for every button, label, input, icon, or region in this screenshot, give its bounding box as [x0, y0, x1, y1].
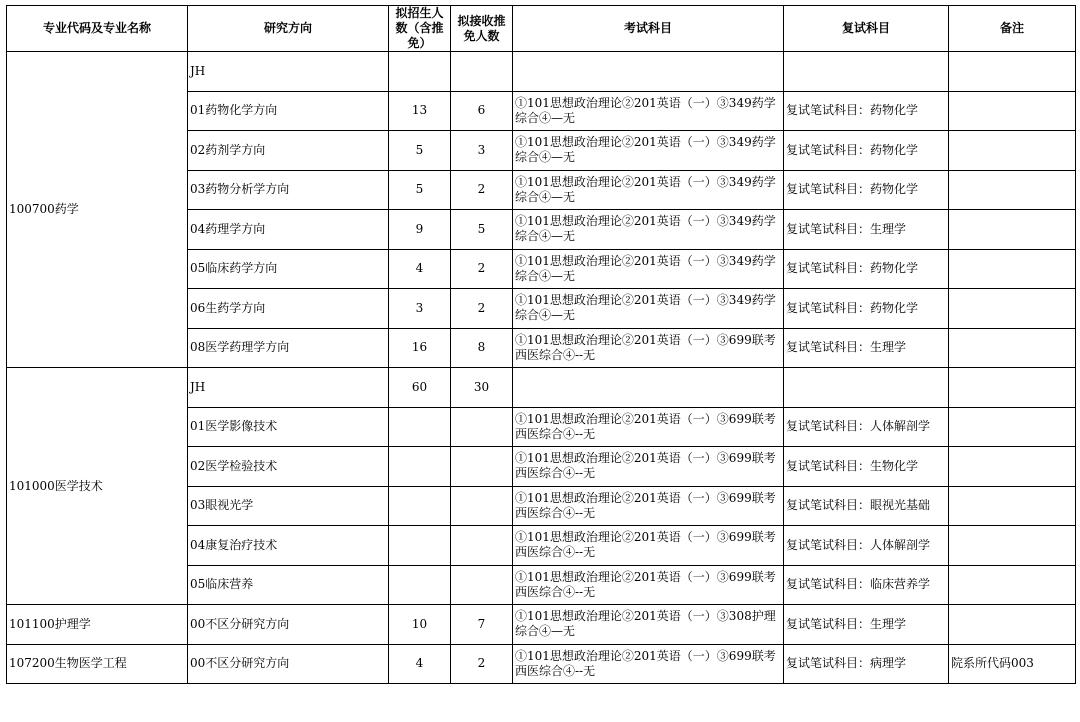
planned-count-cell: 9	[389, 210, 451, 250]
table-row	[7, 52, 1076, 92]
direction-cell: 03眼视光学	[188, 486, 389, 526]
retest-subjects-cell: 复试笔试科目：眼视光基础	[784, 486, 949, 526]
planned-count-cell: 5	[389, 170, 451, 210]
planned-count-cell	[389, 565, 451, 605]
planned-count-cell	[389, 52, 451, 92]
retest-subjects-cell: 复试笔试科目：病理学	[784, 644, 949, 684]
exam-subjects-cell: ①101思想政治理论②201英语（一）③349药学综合④—无	[513, 289, 784, 329]
retest-subjects-cell: 复试笔试科目：生物化学	[784, 447, 949, 487]
header-exempt: 拟接收推免人数	[451, 6, 513, 52]
exam-subjects-cell: ①101思想政治理论②201英语（一）③699联考西医综合④--无	[513, 328, 784, 368]
exam-subjects-cell: ①101思想政治理论②201英语（一）③699联考西医综合④--无	[513, 407, 784, 447]
note-cell	[949, 289, 1076, 329]
exam-subjects-cell: ①101思想政治理论②201英语（一）③349药学综合④—无	[513, 249, 784, 289]
note-cell	[949, 407, 1076, 447]
exempt-count-cell	[451, 486, 513, 526]
planned-count-cell: 60	[389, 368, 451, 408]
header-row	[7, 6, 1076, 52]
exempt-count-cell	[451, 407, 513, 447]
exam-subjects-cell: ①101思想政治理论②201英语（一）③699联考西医综合④--无	[513, 526, 784, 566]
exam-subjects-cell: ①101思想政治理论②201英语（一）③349药学综合④—无	[513, 131, 784, 171]
note-cell	[949, 52, 1076, 92]
table-body	[7, 52, 1076, 684]
direction-cell: 02医学检验技术	[188, 447, 389, 487]
major-cell: 107200生物医学工程	[7, 644, 188, 684]
planned-count-cell	[389, 486, 451, 526]
planned-count-cell: 13	[389, 91, 451, 131]
exempt-count-cell	[451, 52, 513, 92]
exempt-count-cell: 6	[451, 91, 513, 131]
retest-subjects-cell: 复试笔试科目：生理学	[784, 328, 949, 368]
direction-cell: 04康复治疗技术	[188, 526, 389, 566]
major-cell: 101000医学技术	[7, 368, 188, 605]
exempt-count-cell: 5	[451, 210, 513, 250]
planned-count-cell	[389, 526, 451, 566]
direction-cell: 04药理学方向	[188, 210, 389, 250]
header-note: 备注	[949, 6, 1076, 52]
exempt-count-cell: 2	[451, 249, 513, 289]
note-cell	[949, 210, 1076, 250]
note-cell	[949, 328, 1076, 368]
note-cell	[949, 447, 1076, 487]
retest-subjects-cell	[784, 368, 949, 408]
direction-cell: JH	[188, 52, 389, 92]
header-exam: 考试科目	[513, 6, 784, 52]
header-retest: 复试科目	[784, 6, 949, 52]
planned-count-cell: 10	[389, 605, 451, 645]
table-row	[7, 605, 1076, 645]
exempt-count-cell: 8	[451, 328, 513, 368]
planned-count-cell	[389, 447, 451, 487]
exam-subjects-cell: ①101思想政治理论②201英语（一）③699联考西医综合④--无	[513, 565, 784, 605]
exam-subjects-cell: ①101思想政治理论②201英语（一）③308护理综合④—无	[513, 605, 784, 645]
header-major: 专业代码及专业名称	[7, 6, 188, 52]
retest-subjects-cell: 复试笔试科目：药物化学	[784, 91, 949, 131]
exempt-count-cell	[451, 447, 513, 487]
direction-cell: 00不区分研究方向	[188, 644, 389, 684]
note-cell	[949, 170, 1076, 210]
note-cell: 院系所代码003	[949, 644, 1076, 684]
retest-subjects-cell: 复试笔试科目：药物化学	[784, 131, 949, 171]
exempt-count-cell: 2	[451, 644, 513, 684]
exam-subjects-cell: ①101思想政治理论②201英语（一）③699联考西医综合④--无	[513, 486, 784, 526]
exam-subjects-cell: ①101思想政治理论②201英语（一）③699联考西医综合④--无	[513, 644, 784, 684]
direction-cell: 03药物分析学方向	[188, 170, 389, 210]
note-cell	[949, 368, 1076, 408]
planned-count-cell: 16	[389, 328, 451, 368]
exam-subjects-cell: ①101思想政治理论②201英语（一）③349药学综合④—无	[513, 170, 784, 210]
table-row	[7, 368, 1076, 408]
header-direction: 研究方向	[188, 6, 389, 52]
exam-subjects-cell	[513, 52, 784, 92]
note-cell	[949, 605, 1076, 645]
exempt-count-cell: 7	[451, 605, 513, 645]
planned-count-cell: 4	[389, 644, 451, 684]
retest-subjects-cell	[784, 52, 949, 92]
planned-count-cell: 3	[389, 289, 451, 329]
direction-cell: 05临床药学方向	[188, 249, 389, 289]
direction-cell: 08医学药理学方向	[188, 328, 389, 368]
planned-count-cell	[389, 407, 451, 447]
retest-subjects-cell: 复试笔试科目：生理学	[784, 605, 949, 645]
direction-cell: 01医学影像技术	[188, 407, 389, 447]
exempt-count-cell	[451, 526, 513, 566]
direction-cell: JH	[188, 368, 389, 408]
note-cell	[949, 249, 1076, 289]
exempt-count-cell: 2	[451, 170, 513, 210]
major-cell: 101100护理学	[7, 605, 188, 645]
direction-cell: 01药物化学方向	[188, 91, 389, 131]
retest-subjects-cell: 复试笔试科目：药物化学	[784, 170, 949, 210]
note-cell	[949, 486, 1076, 526]
note-cell	[949, 565, 1076, 605]
admissions-table	[6, 5, 1076, 684]
exempt-count-cell: 3	[451, 131, 513, 171]
direction-cell: 02药剂学方向	[188, 131, 389, 171]
major-cell: 100700药学	[7, 52, 188, 368]
exam-subjects-cell	[513, 368, 784, 408]
note-cell	[949, 526, 1076, 566]
exam-subjects-cell: ①101思想政治理论②201英语（一）③349药学综合④—无	[513, 210, 784, 250]
exempt-count-cell: 2	[451, 289, 513, 329]
retest-subjects-cell: 复试笔试科目：临床营养学	[784, 565, 949, 605]
retest-subjects-cell: 复试笔试科目：人体解剖学	[784, 407, 949, 447]
planned-count-cell: 5	[389, 131, 451, 171]
exam-subjects-cell: ①101思想政治理论②201英语（一）③349药学综合④—无	[513, 91, 784, 131]
retest-subjects-cell: 复试笔试科目：人体解剖学	[784, 526, 949, 566]
exempt-count-cell	[451, 565, 513, 605]
retest-subjects-cell: 复试笔试科目：生理学	[784, 210, 949, 250]
retest-subjects-cell: 复试笔试科目：药物化学	[784, 249, 949, 289]
header-planned: 拟招生人数（含推免）	[389, 6, 451, 52]
note-cell	[949, 91, 1076, 131]
exam-subjects-cell: ①101思想政治理论②201英语（一）③699联考西医综合④--无	[513, 447, 784, 487]
planned-count-cell: 4	[389, 249, 451, 289]
direction-cell: 00不区分研究方向	[188, 605, 389, 645]
retest-subjects-cell: 复试笔试科目：药物化学	[784, 289, 949, 329]
table-row	[7, 644, 1076, 684]
direction-cell: 05临床营养	[188, 565, 389, 605]
note-cell	[949, 131, 1076, 171]
direction-cell: 06生药学方向	[188, 289, 389, 329]
exempt-count-cell: 30	[451, 368, 513, 408]
